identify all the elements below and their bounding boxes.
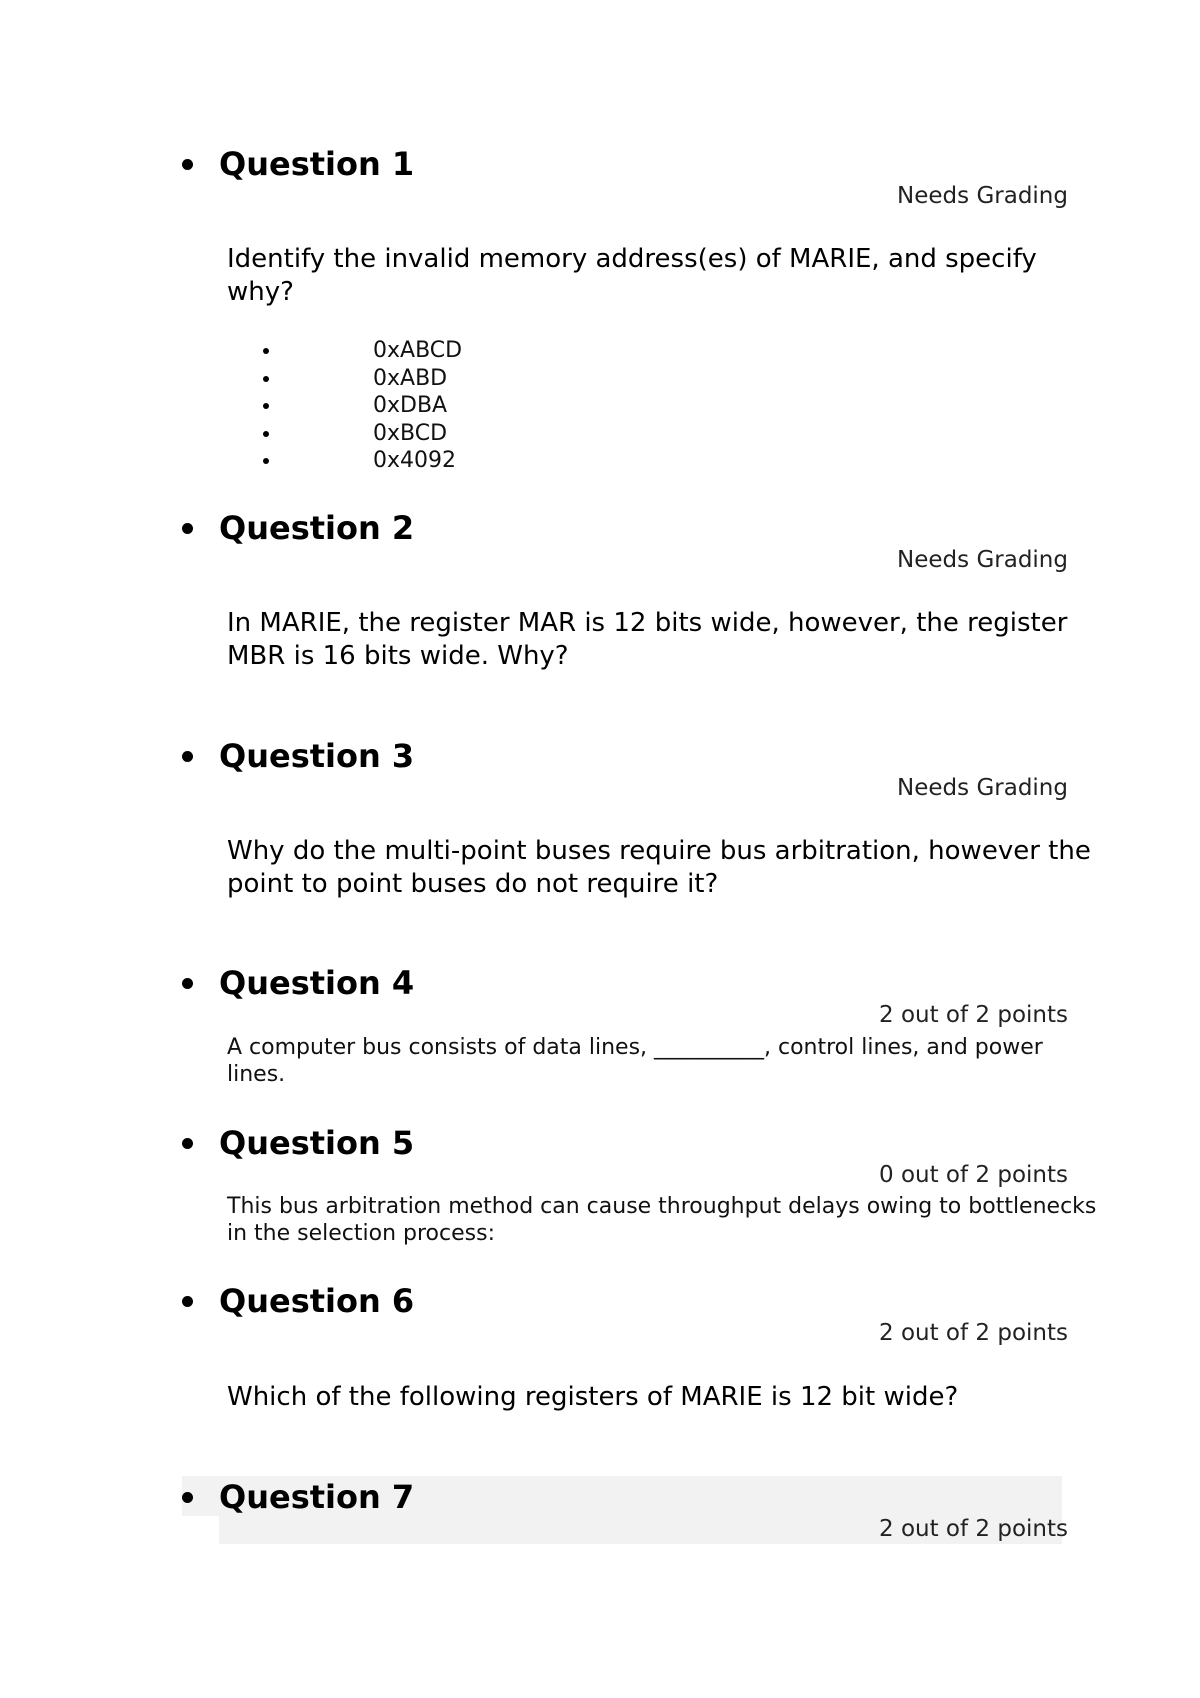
option-bullet — [263, 348, 269, 354]
question-title: Question 7 — [219, 1478, 415, 1516]
question-title: Question 6 — [219, 1282, 415, 1320]
option-text: 0xBCD — [373, 420, 448, 446]
question-bullet — [182, 1492, 193, 1503]
question-text: Identify the invalid memory address(es) of MARIE, and specify why? — [227, 244, 1037, 307]
question-title: Question 2 — [219, 509, 415, 547]
option-bullet — [263, 458, 269, 464]
grading-status: 2 out of 2 points — [879, 1002, 1068, 1028]
question-text: This bus arbitration method can cause throughput delays owing to bottlenecks in the selection process: — [227, 1194, 1097, 1246]
question-text: In MARIE, the register MAR is 12 bits wide, however, the register MBR is 16 bits wide. Why? — [227, 608, 1068, 671]
question-title: Question 5 — [219, 1124, 415, 1162]
question-bullet — [182, 523, 193, 534]
question-title: Question 1 — [219, 145, 415, 183]
question-text: Which of the following registers of MARIE is 12 bit wide? — [227, 1382, 959, 1412]
option-bullet — [263, 403, 269, 409]
question-bullet — [182, 978, 193, 989]
grading-status: 2 out of 2 points — [879, 1320, 1068, 1346]
question-bullet — [182, 1138, 193, 1149]
question-text: A computer bus consists of data lines, __________, control lines, and power lines. — [227, 1035, 1043, 1087]
question-bullet — [182, 1296, 193, 1307]
option-text: 0x4092 — [373, 448, 457, 473]
question-title: Question 4 — [219, 964, 415, 1002]
option-text: 0xABCD — [373, 338, 463, 363]
grading-status: Needs Grading — [897, 775, 1068, 801]
grading-status: Needs Grading — [897, 183, 1068, 209]
question-text: Why do the multi-point buses require bus arbitration, however the point to point buses do not require it? — [227, 836, 1091, 899]
option-bullet — [263, 431, 269, 437]
grading-status: Needs Grading — [897, 547, 1068, 573]
question-bullet — [182, 751, 193, 762]
option-bullet — [263, 376, 269, 382]
option-text: 0xABD — [373, 365, 448, 391]
question-title: Question 3 — [219, 737, 415, 775]
question-bullet — [182, 159, 193, 170]
grading-status: 2 out of 2 points — [879, 1516, 1068, 1542]
grading-status: 0 out of 2 points — [879, 1162, 1068, 1188]
option-text: 0xDBA — [373, 393, 448, 418]
